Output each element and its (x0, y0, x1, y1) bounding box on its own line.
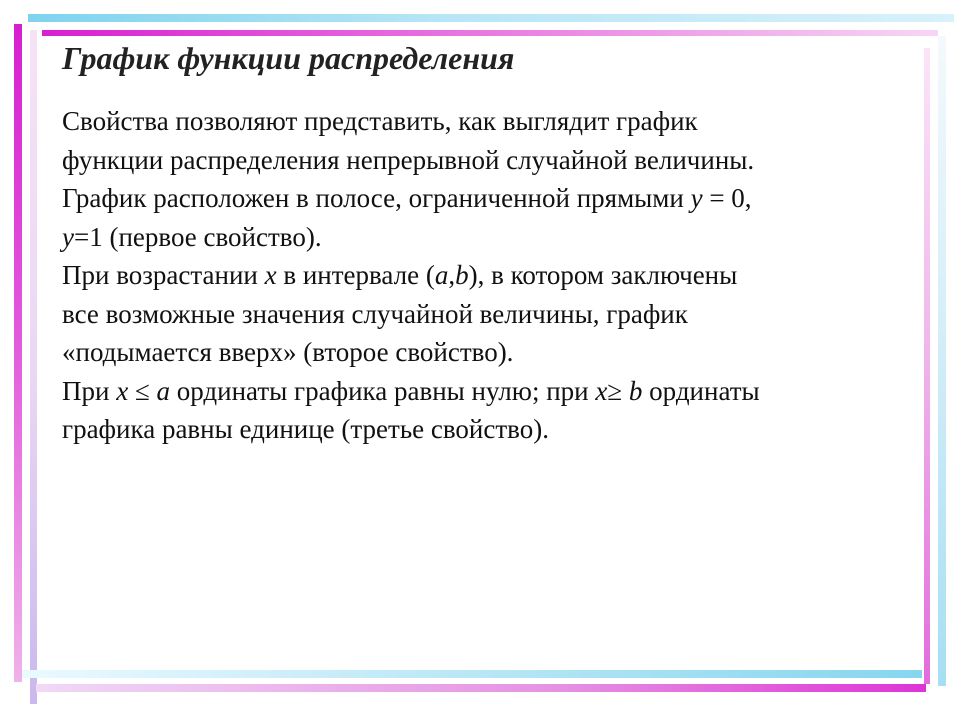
text-run: ≥ (607, 375, 629, 406)
text-run: ординаты (642, 375, 760, 406)
text-run: Свойства позволяют представить, как выглядит график (62, 106, 698, 136)
text-run: = 0, (702, 183, 752, 213)
frame-bar-top-inner (42, 30, 938, 36)
text-run: График расположен в полосе, ограниченной прямыми (62, 183, 691, 213)
frame-bar-right-inner (924, 48, 930, 684)
body-line (62, 179, 912, 218)
text-run: функции распределения непрерывной случайной величины. (62, 144, 755, 175)
math-variable: b (628, 375, 643, 406)
math-variable: a (434, 260, 449, 290)
text-run: , (448, 260, 456, 290)
body-line (62, 256, 912, 295)
body-line (62, 295, 912, 334)
frame-bar-top-outer (28, 14, 954, 22)
text-run: ), в котором заключены (468, 260, 738, 290)
math-variable: y (62, 221, 74, 252)
math-variable: y (690, 183, 703, 213)
text-run: в интервале ( (276, 260, 435, 290)
frame-bar-right-outer (938, 36, 946, 686)
frame-bar-bottom-outer (36, 684, 926, 692)
body-line (62, 141, 912, 180)
frame-bar-left-inner (30, 30, 37, 704)
text-run: «подымается вверх» (второе свойство). (62, 337, 514, 367)
body-line (62, 218, 912, 257)
text-run: графика равны единице (третье свойство). (62, 414, 549, 444)
math-variable: x (116, 375, 129, 406)
slide-body (62, 102, 912, 449)
text-run: При (62, 375, 117, 406)
text-run: При возрастании (62, 260, 265, 290)
text-run: ≤ (128, 375, 157, 406)
math-variable: b (455, 260, 469, 290)
text-run: =1 (первое свойство). (73, 221, 322, 252)
body-line (62, 410, 912, 449)
text-run: все возможные значения случайной величины, график (62, 298, 688, 329)
text-run: ординаты графика равны нулю; при (170, 375, 596, 406)
math-variable: x (595, 375, 608, 406)
body-line (62, 333, 912, 372)
frame-bar-left-outer (14, 24, 22, 682)
body-line (62, 372, 912, 411)
frame-bar-bottom-inner (22, 670, 922, 678)
body-line (62, 102, 912, 141)
math-variable: a (156, 375, 171, 406)
slide-title: График функции распределения (62, 40, 515, 76)
math-variable: x (264, 260, 277, 290)
